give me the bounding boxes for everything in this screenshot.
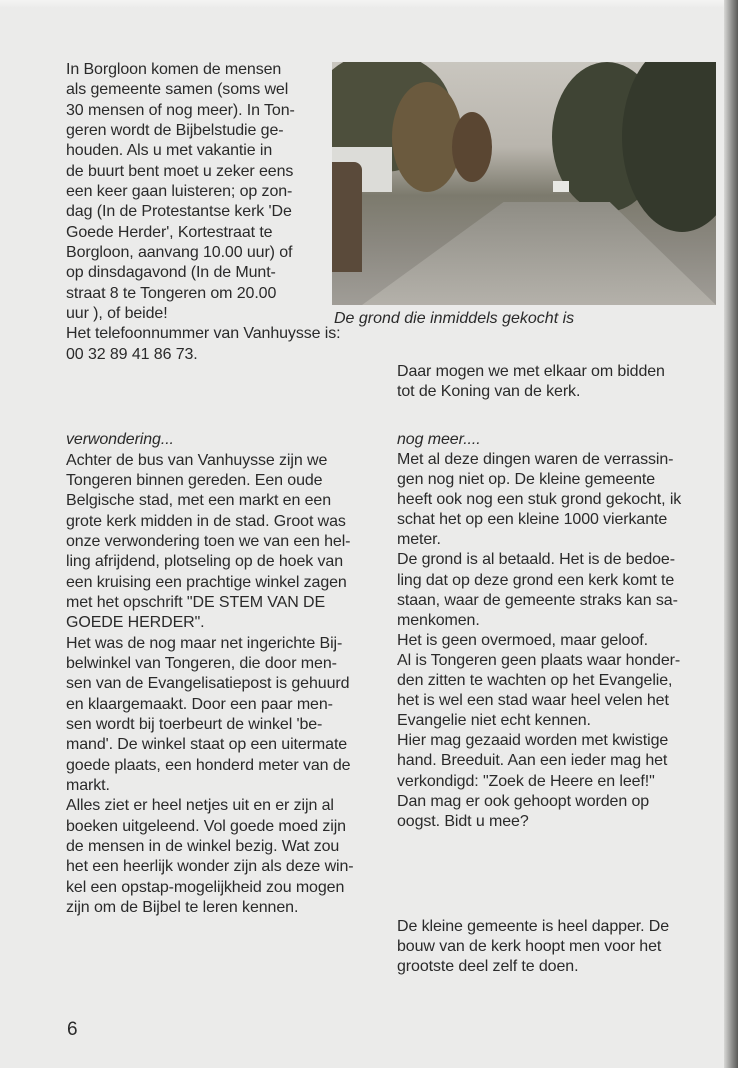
text-line: Het is geen overmoed, maar geloof. xyxy=(397,631,648,649)
right-intro xyxy=(397,362,665,403)
text-line: De grond is al betaald. Het is de bedoe- xyxy=(397,551,675,569)
left-intro xyxy=(66,60,340,365)
text-line: Achter de bus van Vanhuysse zijn we xyxy=(66,451,328,469)
text-line: Evangelie niet echt kennen. xyxy=(397,712,591,730)
text-line: dag (In de Protestantse kerk 'De xyxy=(66,203,292,221)
text-line: Goede Herder', Kortestraat te xyxy=(66,223,273,241)
right-section xyxy=(397,450,681,832)
text-line: sen van de Evangelisatiepost is gehuurd xyxy=(66,675,350,693)
text-line: markt. xyxy=(66,777,110,794)
text-line: uur ), of beide! xyxy=(66,305,168,323)
text-line: Daar mogen we met elkaar om bidden xyxy=(397,363,665,380)
photo-tree xyxy=(452,112,492,182)
text-line: 00 32 89 41 86 73. xyxy=(66,345,198,363)
photo-car xyxy=(332,162,362,272)
left-section-heading xyxy=(66,430,174,450)
photo-tree xyxy=(392,82,462,192)
right-closing xyxy=(397,917,669,977)
text-line: schat het op een kleine 1000 vierkante xyxy=(397,511,668,529)
text-line: het een heerlijk wonder zijn als deze win- xyxy=(66,858,354,876)
text-line: bouw van de kerk hoopt men voor het xyxy=(397,938,662,956)
text-line: grote kerk midden in de stad. Groot was xyxy=(66,512,346,530)
section-heading: verwondering... xyxy=(66,431,174,448)
text-line: In Borgloon komen de mensen xyxy=(66,61,282,78)
text-line: belwinkel van Tongeren, die door men- xyxy=(66,654,337,672)
text-line: De kleine gemeente is heel dapper. De xyxy=(397,918,670,935)
right-section-heading xyxy=(397,430,481,450)
photo-plot-of-land xyxy=(332,62,716,305)
section-heading: nog meer.... xyxy=(397,431,481,448)
text-line: verkondigd: "Zoek de Heere en leef!" xyxy=(397,772,655,790)
text-line: boeken uitgeleend. Vol goede moed zijn xyxy=(66,817,346,835)
text-line: heeft ook nog een stuk grond gekocht, ik xyxy=(397,491,682,509)
text-line: Het telefoonnummer van Vanhuysse is: xyxy=(66,325,341,343)
text-line: Hier mag gezaaid worden met kwistige xyxy=(397,732,669,750)
text-line: goede plaats, een honderd meter van de xyxy=(66,756,351,774)
text-line: mand'. De winkel staat op een uitermate xyxy=(66,736,348,754)
text-line: hand. Breeduit. Aan een ieder mag het xyxy=(397,752,668,770)
text-line: de buurt bent moet u zeker eens xyxy=(66,162,294,180)
text-line: Tongeren binnen gereden. Een oude xyxy=(66,471,323,489)
text-line: sen wordt bij toerbeurt de winkel 'be- xyxy=(66,715,323,733)
text-line: tot de Koning van de kerk. xyxy=(397,383,581,401)
text-line: een keer gaan luisteren; op zon- xyxy=(66,183,293,201)
text-line: en klaargemaakt. Door een paar men- xyxy=(66,695,333,713)
text-line: op dinsdagavond (In de Munt- xyxy=(66,264,276,282)
photo-sign xyxy=(553,181,569,192)
text-line: menkomen. xyxy=(397,611,480,629)
page-binding-edge xyxy=(724,0,738,1068)
text-line: als gemeente samen (soms wel xyxy=(66,81,289,99)
photo-caption: De grond die inmiddels gekocht is xyxy=(334,310,575,327)
text-line: zijn om de Bijbel te leren kennen. xyxy=(66,899,299,917)
text-line: Dan mag er ook gehoopt worden op xyxy=(397,792,650,810)
text-line: kel een opstap-mogelijkheid zou mogen xyxy=(66,878,345,896)
text-line: ling afrijdend, plotseling op de hoek van xyxy=(66,553,343,571)
text-line: onze verwondering toen we van een hel- xyxy=(66,532,351,550)
text-line: Het was de nog maar net ingerichte Bij- xyxy=(66,634,343,652)
text-line: Met al deze dingen waren de verrassin- xyxy=(397,451,674,468)
text-line: den zitten te wachten op het Evangelie, xyxy=(397,672,673,690)
text-line: staan, waar de gemeente straks kan sa- xyxy=(397,591,678,609)
text-line: oogst. Bidt u mee? xyxy=(397,812,529,830)
text-line: gen nog niet op. De kleine gemeente xyxy=(397,471,656,489)
text-line: geren wordt de Bijbelstudie ge- xyxy=(66,122,284,140)
text-line: houden. Als u met vakantie in xyxy=(66,142,273,160)
photo-tree xyxy=(622,62,716,232)
text-line: een kruising een prachtige winkel zagen xyxy=(66,573,347,591)
text-line: Belgische stad, met een markt en een xyxy=(66,492,331,510)
text-line: Al is Tongeren geen plaats waar honder- xyxy=(397,651,681,669)
text-line: 30 mensen of nog meer). In Ton- xyxy=(66,101,295,119)
left-section xyxy=(66,451,354,919)
text-line: straat 8 te Tongeren om 20.00 xyxy=(66,284,277,302)
text-line: Alles ziet er heel netjes uit en er zijn al xyxy=(66,797,334,815)
text-line: het is wel een stad waar heel velen het xyxy=(397,692,669,710)
text-line: ling dat op deze grond een kerk komt te xyxy=(397,571,675,589)
text-line: grootste deel zelf te doen. xyxy=(397,958,579,976)
text-line: met het opschrift "DE STEM VAN DE xyxy=(66,593,326,611)
text-line: GOEDE HERDER". xyxy=(66,614,205,632)
page-top xyxy=(0,0,738,8)
text-line: Borgloon, aanvang 10.00 uur) of xyxy=(66,244,293,262)
text-line: meter. xyxy=(397,531,441,549)
text-line: de mensen in de winkel bezig. Wat zou xyxy=(66,838,340,856)
page-number: 6 xyxy=(67,1019,78,1040)
